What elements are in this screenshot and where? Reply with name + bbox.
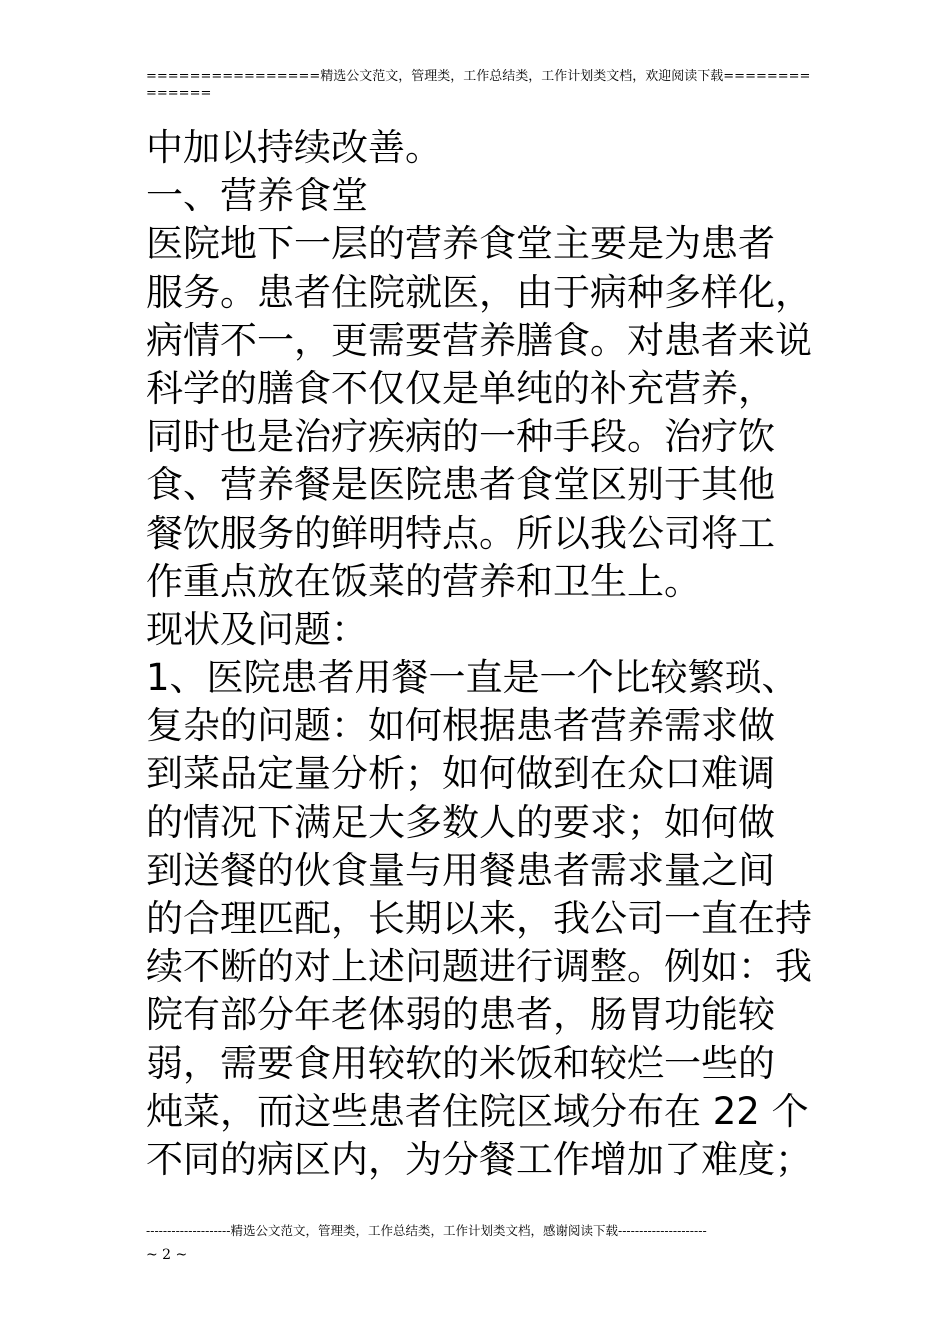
page-number: ~ 2 ~ (146, 1247, 188, 1263)
body-line: 医院地下一层的营养食堂主要是为患者 (146, 222, 775, 266)
body-line: 到送餐的伙食量与用餐患者需求量之间 (146, 848, 775, 892)
section-heading: 一、营养食堂 (146, 174, 368, 218)
body-line: 复杂的问题：如何根据患者营养需求做 (146, 704, 775, 748)
body-line: 同时也是治疗疾病的一种手段。治疗饮 (146, 415, 775, 459)
body-line: 不同的病区内，为分餐工作增加了难度； (146, 1137, 812, 1181)
body-line: 到菜品定量分析；如何做到在众口难调 (146, 752, 775, 796)
body-line: 病情不一，更需要营养膳食。对患者来说 (146, 318, 812, 362)
body-line: 续不断的对上述问题进行调整。例如：我 (146, 945, 812, 989)
header-banner: ================精选公文范文，管理类，工作总结类，工作计划类文档，欢迎阅读下载============== (146, 69, 811, 101)
body-line: 弱，需要食用较软的米饭和较烂一些的 (146, 1041, 775, 1085)
body-line: 食、营养餐是医院患者食堂区别于其他 (146, 463, 775, 507)
body-line: 院有部分年老体弱的患者，肠胃功能较 (146, 993, 775, 1037)
footer-banner: --------------------精选公文范文，管理类，工作总结类，工作计划类文档，感谢阅读下载--------------------- (146, 1223, 707, 1238)
body-line: 餐饮服务的鲜明特点。所以我公司将工 (146, 511, 775, 555)
document-body (146, 124, 814, 1184)
body-line: 1、医院患者用餐一直是一个比较繁琐、 (146, 656, 799, 700)
subheading: 现状及问题： (146, 607, 368, 651)
body-line: 中加以持续改善。 (146, 126, 442, 169)
body-line: 服务。患者住院就医，由于病种多样化， (146, 270, 812, 314)
body-line: 的情况下满足大多数人的要求；如何做 (146, 800, 775, 844)
body-line: 作重点放在饭菜的营养和卫生上。 (146, 559, 701, 603)
body-line: 科学的膳食不仅仅是单纯的补充营养， (146, 366, 775, 410)
body-line: 的合理匹配，长期以来，我公司一直在持 (146, 897, 812, 940)
body-line: 炖菜，而这些患者住院区域分布在 22 个 (146, 1089, 809, 1133)
